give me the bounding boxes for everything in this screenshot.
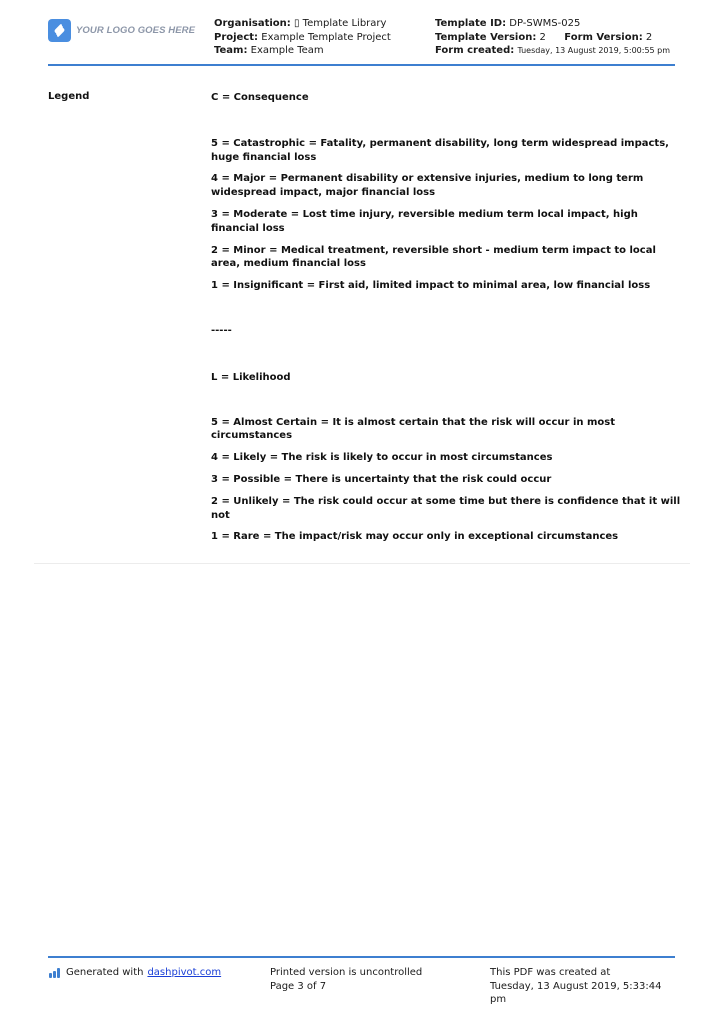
form-version-value: 2 — [645, 31, 653, 43]
header-meta-left — [214, 17, 391, 58]
header-divider — [48, 64, 675, 66]
template-id-value: DP-SWMS-025 — [509, 18, 581, 29]
dashpivot-link[interactable]: dashpivot.com — [147, 967, 222, 978]
project-label: Project: — [214, 31, 259, 43]
header-meta-right — [435, 17, 670, 58]
likelihood-item-5: 5 = Almost Certain = It is almost certain that the risk will occur in most circumstances — [211, 416, 615, 442]
consequence-item-5: 5 = Catastrophic = Fatality, permanent disability, long term widespread impacts, huge financial loss — [211, 137, 669, 163]
bar-chart-icon — [49, 968, 61, 978]
template-id-label: Template ID: — [435, 18, 507, 29]
template-version-label: Template Version: — [435, 31, 537, 43]
organisation-label: Organisation: — [214, 18, 291, 29]
form-created-label: Form created: — [435, 45, 515, 56]
project-row — [214, 31, 391, 45]
footer-pdf-created — [490, 966, 680, 1007]
form-created-value: Tuesday, 13 August 2019, 5:00:55 pm — [517, 46, 671, 55]
team-value: Example Team — [250, 45, 324, 56]
consequence-item-1: 1 = Insignificant = First aid, limited impact to minimal area, low financial loss — [211, 280, 651, 292]
generated-prefix: Generated with — [66, 967, 144, 978]
uncontrolled-notice: Printed version is uncontrolled — [270, 967, 423, 978]
document-header — [48, 14, 675, 64]
likelihood-item-4: 4 = Likely = The risk is likely to occur in most circumstances — [211, 452, 553, 464]
organisation-value: ▯ Template Library — [293, 18, 387, 29]
likelihood-item-3: 3 = Possible = There is uncertainty that the risk could occur — [211, 473, 552, 485]
logo-text: YOUR LOGO GOES HERE — [76, 25, 196, 36]
consequence-item-3: 3 = Moderate = Lost time injury, reversible medium term local impact, high financial loss — [211, 208, 638, 234]
logo — [48, 19, 195, 42]
likelihood-title: L = Likelihood — [211, 371, 291, 383]
footer-generated — [49, 966, 221, 980]
legend-separator: ----- — [211, 324, 232, 336]
project-value: Example Template Project — [261, 31, 391, 43]
form-created-row — [435, 44, 670, 58]
footer-page-info — [270, 966, 422, 993]
organisation-row — [214, 17, 391, 31]
team-label: Team: — [214, 45, 248, 56]
pdf-created-label: This PDF was created at — [490, 967, 611, 978]
legend-content — [211, 91, 681, 544]
consequence-item-4: 4 = Major = Permanent disability or extensive injuries, medium to long term widespread impact, major financial loss — [211, 173, 644, 199]
consequence-title: C = Consequence — [211, 92, 309, 103]
form-version-label: Form Version: — [564, 31, 643, 43]
legend-label: Legend — [48, 91, 90, 102]
likelihood-item-2: 2 = Unlikely = The risk could occur at some time but there is confidence that it will not — [211, 495, 681, 521]
template-version-value: 2 — [539, 31, 546, 43]
page-indicator: Page 3 of 7 — [270, 980, 327, 992]
likelihood-item-1: 1 = Rare = The impact/risk may occur only in exceptional circumstances — [211, 531, 619, 543]
version-row — [435, 31, 670, 45]
logo-icon — [48, 19, 71, 42]
template-id-row — [435, 17, 670, 31]
pdf-created-value: Tuesday, 13 August 2019, 5:33:44 pm — [490, 980, 662, 1005]
footer-divider — [48, 956, 675, 958]
team-row — [214, 44, 391, 58]
section-divider — [34, 563, 690, 564]
consequence-item-2: 2 = Minor = Medical treatment, reversible short - medium term impact to local area, medium financial loss — [211, 244, 656, 270]
